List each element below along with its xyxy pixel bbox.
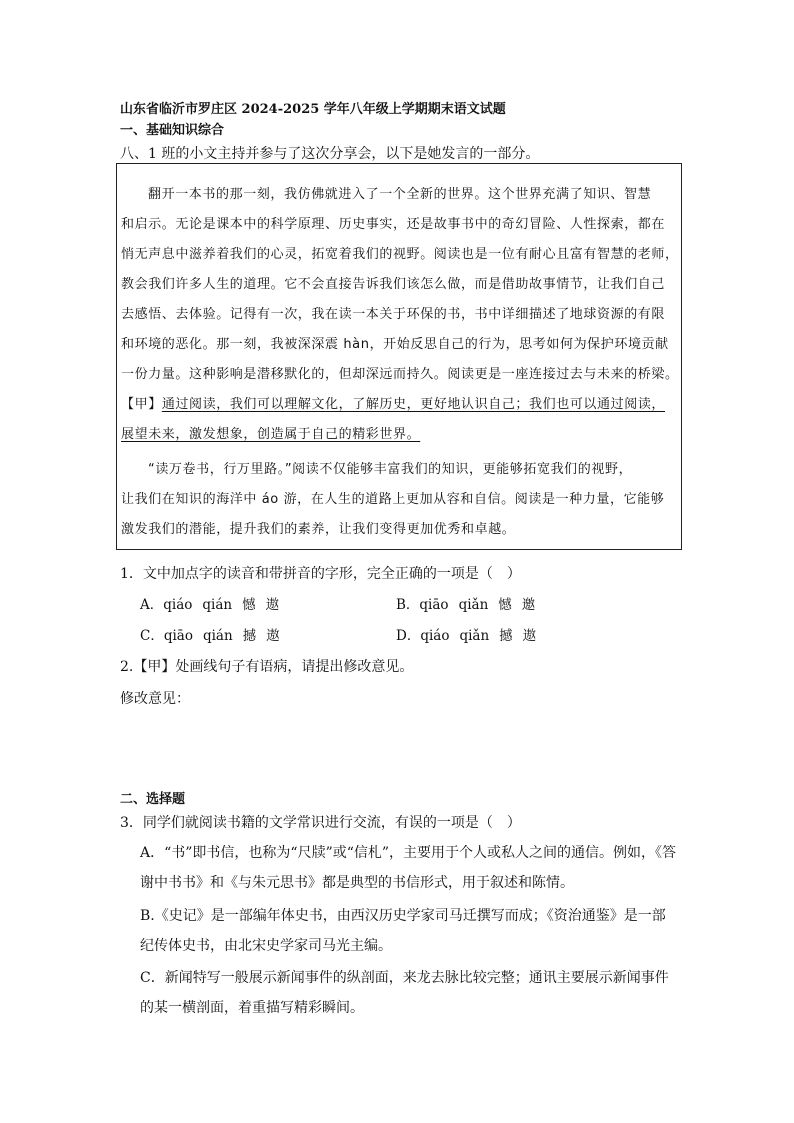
- jia-underlined-sentence: 通过阅读，我们可以理解文化，了解历史，更好地认识自己；我们也可以通过阅读，: [161, 397, 666, 412]
- q3-option-b-cont: 纪传体史书，由北宋史学家司马光主编。: [140, 938, 392, 954]
- passage-line: 和环境的恶化。那一刻，我被深深震 hàn，开始反思自己的行为，思考如何为保护环境贡献: [121, 337, 669, 352]
- jia-label: 【甲】: [121, 397, 162, 412]
- passage-line: 和启示。无论是课本中的科学原理、历史事实，还是故事书中的奇幻冒险、人性探索，都在: [121, 217, 666, 232]
- q1-option-d[interactable]: D．qiáo qiǎn 撼 遨: [396, 628, 537, 644]
- section-heading-basic: 一、基础知识综合: [120, 123, 225, 138]
- q3-option-c-cont: 的某一横剖面，着重描写精彩瞬间。: [140, 1000, 364, 1016]
- q1-option-c[interactable]: C．qiāo qián 撼 遨: [140, 628, 280, 644]
- q3-option-a[interactable]: A．“书”即书信，也称为“尺牍”或“信札”，主要用于个人或私人之间的通信。例如，《答: [140, 845, 677, 861]
- question-1-stem: 1．文中加点字的读音和带拼音的字形，完全正确的一项是（ ）: [120, 566, 521, 582]
- passage-line: 教会我们许多人生的道理。它不会直接告诉我们该怎么做，而是借助故事情节，让我们自己: [121, 277, 666, 292]
- q1-option-a[interactable]: A．qiáo qián 憾 遨: [140, 597, 280, 613]
- q1-option-b[interactable]: B．qiāo qiǎn 憾 邀: [396, 597, 536, 613]
- exam-title: 山东省临沂市罗庄区 2024-2025 学年八年级上学期期末语文试题: [120, 102, 506, 117]
- passage-line: 悄无声息中滋养着我们的心灵，拓宽着我们的视野。阅读也是一位有耐心且富有智慧的老师，: [121, 247, 679, 262]
- q3-option-b[interactable]: B.《史记》是一部编年体史书，由西汉历史学家司马迁撰写而成；《资治通鉴》是一部: [140, 908, 666, 924]
- question-3-stem: 3．同学们就阅读书籍的文学常识进行交流，有误的一项是（ ）: [120, 815, 521, 831]
- jia-underlined-sentence-cont: 展望未来，激发想象，创造属于自己的精彩世界。: [121, 427, 421, 442]
- passage-line: 一份力量。这种影响是潜移默化的，但却深远而持久。阅读更是一座连接过去与未来的桥梁。: [121, 367, 679, 382]
- passage-line: “读万卷书，行万里路。”阅读不仅能够丰富我们的知识，更能够拓宽我们的视野，: [148, 462, 633, 477]
- intro-text: 八、1 班的小文主持并参与了这次分享会，以下是她发言的一部分。: [120, 146, 540, 162]
- passage-line: 让我们在知识的海洋中 áo 游，在人生的道路上更加从容和自信。阅读是一种力量，它能够: [121, 492, 665, 507]
- question-2-stem: 2.【甲】处画线句子有语病，请提出修改意见。: [120, 659, 414, 675]
- q3-option-a-cont: 谢中书书》和《与朱元思书》都是典型的书信形式，用于叙述和陈情。: [140, 875, 574, 891]
- passage-line: 翻开一本书的那一刻，我仿佛就进入了一个全新的世界。这个世界充满了知识、智慧: [148, 187, 652, 202]
- section-heading-choice: 二、选择题: [120, 792, 186, 807]
- jia-line: [121, 393, 665, 412]
- q3-option-c[interactable]: C．新闻特写一般展示新闻事件的纵剖面，来龙去脉比较完整；通讯主要展示新闻事件: [140, 970, 669, 986]
- passage-line: 激发我们的潜能，提升我们的素养，让我们变得更加优秀和卓越。: [121, 522, 516, 537]
- answer-label: 修改意见：: [120, 691, 190, 707]
- passage-line: 去感悟、去体验。记得有一次，我在读一本关于环保的书，书中详细描述了地球资源的有限: [121, 307, 666, 322]
